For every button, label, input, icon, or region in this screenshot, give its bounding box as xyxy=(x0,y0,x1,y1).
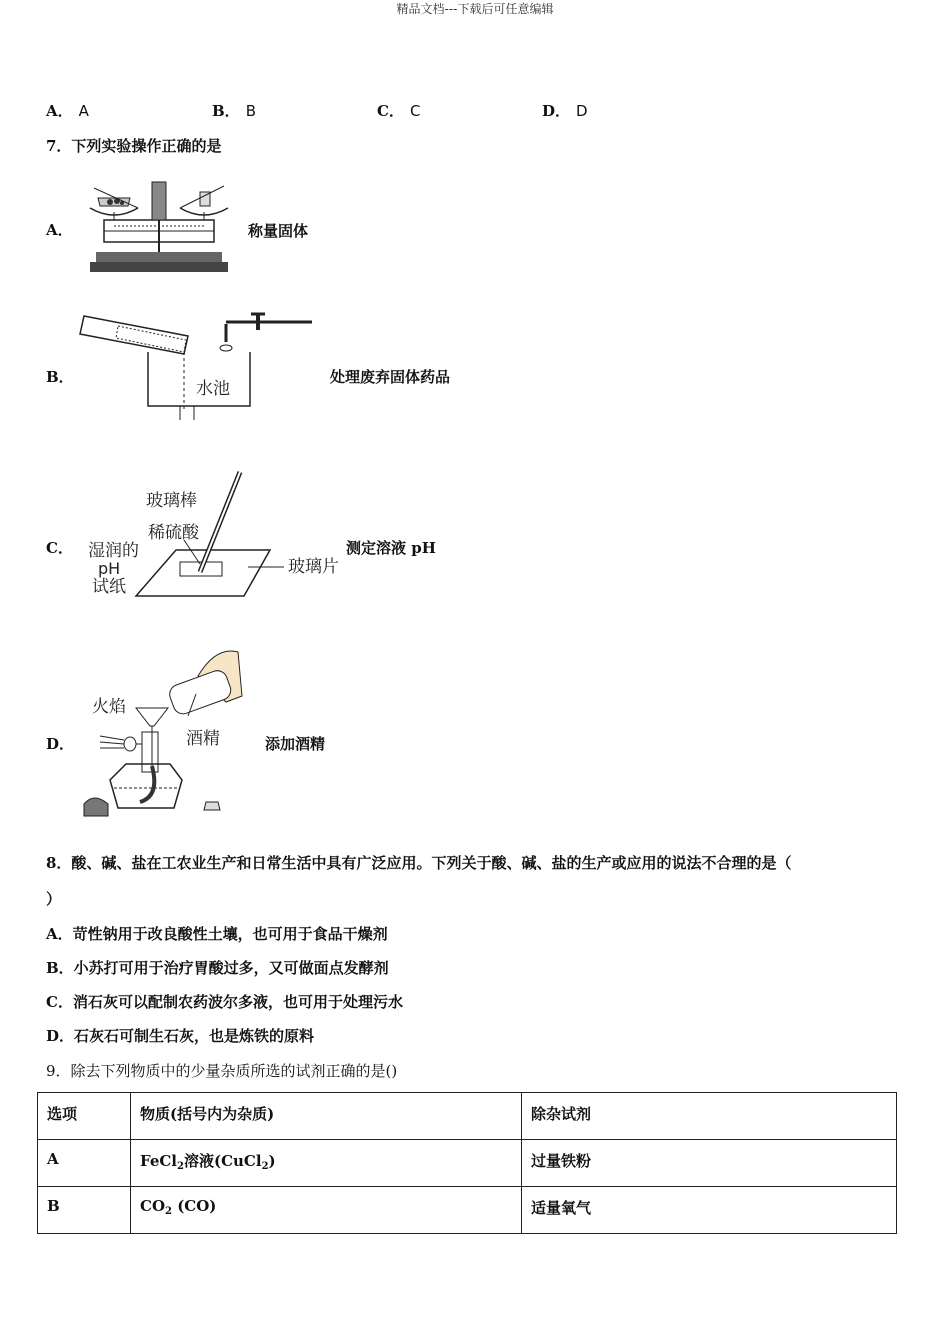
table-header-cell: 除杂试剂 xyxy=(522,1093,897,1140)
q6-option-b xyxy=(212,101,256,121)
q8-stem-line1: 8．酸、碱、盐在工农业生产和日常生活中具有广泛应用。下列关于酸、碱、盐的生产或应用的说法不合理的是（ xyxy=(46,854,792,872)
option-letter: D． xyxy=(542,102,571,120)
alcohol-lamp-figure xyxy=(78,646,258,818)
balance-figure xyxy=(84,178,234,276)
table-header-cell: 选项 xyxy=(38,1093,131,1140)
table-cell-reagent: 过量铁粉 xyxy=(522,1140,897,1187)
table-cell-option: B xyxy=(38,1187,131,1234)
figure-label-paper: 试纸 xyxy=(92,577,126,597)
substance-part: 溶液(CuCl xyxy=(183,1152,262,1170)
q6-option-d xyxy=(542,101,588,121)
subscript: 2 xyxy=(261,1161,269,1172)
q7-option-a-caption: 称量固体 xyxy=(248,222,309,240)
table-header-row xyxy=(38,1093,897,1140)
figure-label-alcohol: 酒精 xyxy=(186,729,220,749)
figure-label-wet: 湿润的 xyxy=(88,541,139,561)
table-header-cell: 物质(括号内为杂质) xyxy=(131,1093,522,1140)
substance-part: FeCl xyxy=(140,1152,178,1170)
table-cell-option: A xyxy=(38,1140,131,1187)
option-value: B xyxy=(245,102,256,120)
q7-option-b-caption: 处理废弃固体药品 xyxy=(330,368,451,386)
table-cell-substance xyxy=(131,1187,522,1234)
ph-test-figure xyxy=(84,468,348,600)
q8-option-d: D．石灰石可制生石灰，也是炼铁的原料 xyxy=(46,1027,315,1045)
option-value: D xyxy=(576,102,588,120)
option-letter: B． xyxy=(212,102,240,120)
q8-option-c: C．消石灰可以配制农药波尔多液，也可用于处理污水 xyxy=(46,993,403,1011)
option-letter: C． xyxy=(377,102,404,120)
substance-part: (CO) xyxy=(171,1197,217,1215)
q6-option-a xyxy=(46,101,89,121)
q7-option-d-letter: D． xyxy=(46,735,75,753)
q8-option-a: A．苛性钠用于改良酸性土壤，也可用于食品干燥剂 xyxy=(46,925,388,943)
page-header: 精品文档---下载后可任意编辑 xyxy=(396,2,554,16)
q6-option-c xyxy=(377,101,420,121)
table-cell-reagent: 适量氧气 xyxy=(522,1187,897,1234)
substance-part: CO xyxy=(140,1197,166,1215)
waste-disposal-figure xyxy=(78,306,318,422)
figure-label-glass-plate: 玻璃片 xyxy=(288,557,339,577)
option-value: C xyxy=(409,102,421,120)
figure-label-flame: 火焰 xyxy=(92,697,126,717)
option-value: A xyxy=(78,102,89,120)
q7-option-c-caption: 测定溶液 pH xyxy=(346,539,436,557)
option-letter: A． xyxy=(46,102,73,120)
substance-part: ) xyxy=(268,1152,276,1170)
q7-option-d-caption: 添加酒精 xyxy=(265,735,326,753)
q7-stem: 7．下列实验操作正确的是 xyxy=(46,137,222,155)
q7-option-a-letter: A． xyxy=(46,221,73,239)
q8-option-b: B．小苏打可用于治疗胃酸过多，又可做面点发酵剂 xyxy=(46,959,389,977)
figure-label-glass-rod: 玻璃棒 xyxy=(146,491,197,511)
subscript: 2 xyxy=(165,1206,172,1217)
subscript: 2 xyxy=(177,1161,184,1172)
q9-table xyxy=(37,1092,897,1234)
table-cell-substance xyxy=(131,1140,522,1187)
q7-option-b-letter: B． xyxy=(46,368,74,386)
figure-label-ph: pH xyxy=(98,559,121,578)
table-row xyxy=(38,1187,897,1234)
q8-stem-line2: ） xyxy=(46,890,62,908)
q9-stem: 9．除去下列物质中的少量杂质所选的试剂正确的是() xyxy=(46,1062,398,1080)
table-row xyxy=(38,1140,897,1187)
q7-option-c-letter: C． xyxy=(46,539,73,557)
figure-label-pool: 水池 xyxy=(196,379,230,399)
figure-label-acid: 稀硫酸 xyxy=(148,523,199,543)
